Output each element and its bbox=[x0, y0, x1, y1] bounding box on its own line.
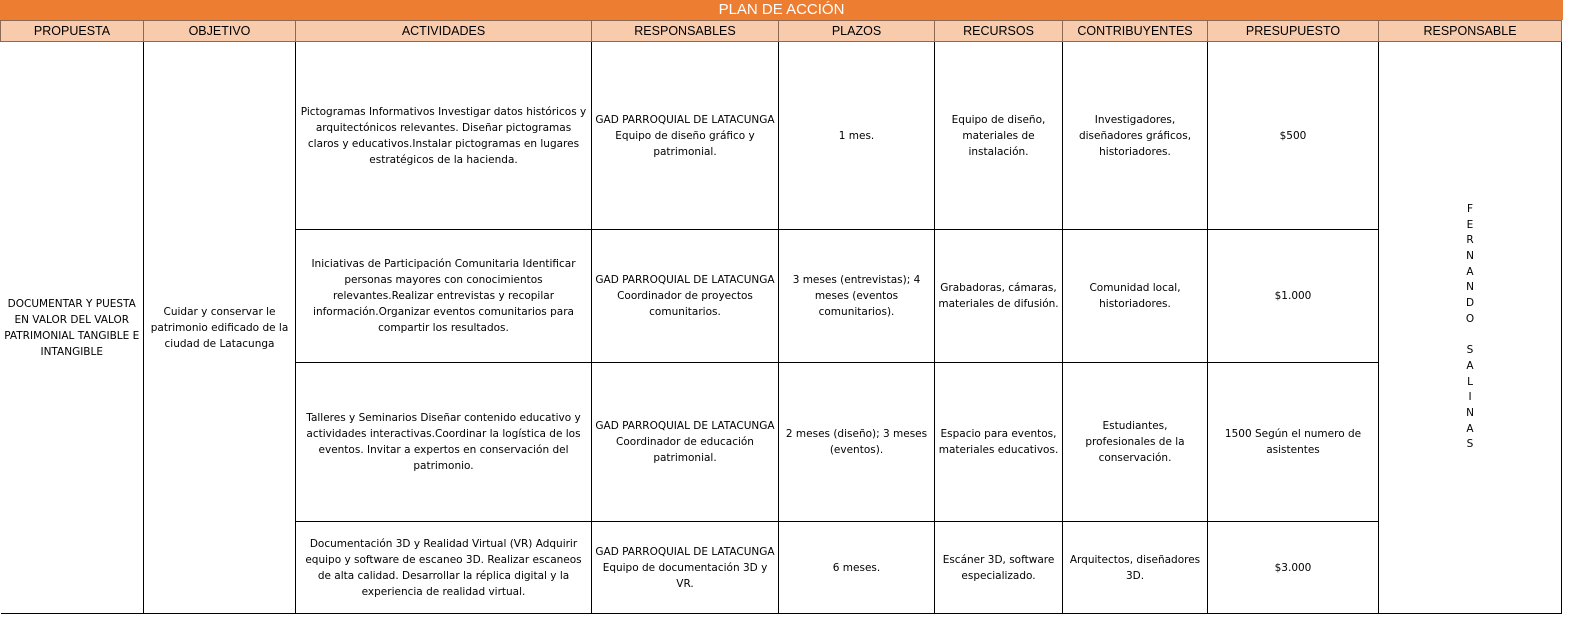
table-row bbox=[1, 42, 1562, 230]
recursos-cell[interactable]: Escáner 3D, software especializado. bbox=[935, 522, 1063, 614]
responsable-letter: F bbox=[1466, 202, 1474, 215]
responsables-cell[interactable]: GAD PARROQUIAL DE LATACUNGA Equipo de documentación 3D y VR. bbox=[592, 522, 779, 614]
responsables-cell[interactable]: GAD PARROQUIAL DE LATACUNGA Coordinador de proyectos comunitarios. bbox=[592, 230, 779, 363]
responsable-vertical-name bbox=[1466, 202, 1474, 453]
contribuyentes-cell[interactable]: Investigadores, diseñadores gráficos, historiadores. bbox=[1063, 42, 1208, 230]
header-plazos[interactable]: PLAZOS bbox=[779, 21, 935, 42]
responsable-letter: A bbox=[1466, 422, 1474, 435]
header-actividades[interactable]: ACTIVIDADES bbox=[296, 21, 592, 42]
presupuesto-cell[interactable]: $1.000 bbox=[1208, 230, 1379, 363]
plazos-cell[interactable]: 2 meses (diseño); 3 meses (eventos). bbox=[779, 363, 935, 522]
responsables-cell[interactable]: GAD PARROQUIAL DE LATACUNGA Equipo de diseño gráfico y patrimonial. bbox=[592, 42, 779, 230]
presupuesto-cell[interactable]: $500 bbox=[1208, 42, 1379, 230]
responsable-letter: I bbox=[1468, 391, 1472, 404]
objetivo-text: Cuidar y conservar le patrimonio edificado de la ciudad de Latacunga bbox=[150, 305, 289, 350]
recursos-cell[interactable]: Grabadoras, cámaras, materiales de difusión. bbox=[935, 230, 1063, 363]
header-propuesta[interactable]: PROPUESTA bbox=[1, 21, 144, 42]
header-responsable[interactable]: RESPONSABLE bbox=[1379, 21, 1562, 42]
plan-title: PLAN DE ACCIÓN bbox=[0, 0, 1563, 20]
header-objetivo[interactable]: OBJETIVO bbox=[144, 21, 296, 42]
responsable-letter: S bbox=[1466, 438, 1474, 451]
presupuesto-cell[interactable]: $3.000 bbox=[1208, 522, 1379, 614]
plazos-cell[interactable]: 1 mes. bbox=[779, 42, 935, 230]
responsable-cell[interactable] bbox=[1379, 42, 1562, 614]
responsable-letter: N bbox=[1466, 249, 1474, 262]
responsable-letter: S bbox=[1466, 344, 1474, 357]
responsable-letter: N bbox=[1466, 281, 1474, 294]
actividades-cell[interactable]: Documentación 3D y Realidad Virtual (VR) Adquirir equipo y software de escaneo 3D. Realizar escaneos de alta calidad. Desarrollar la réplica digital y la experiencia de realidad virtual. bbox=[296, 522, 592, 614]
propuesta-text: DOCUMENTAR Y PUESTA EN VALOR DEL VALOR PATRIMONIAL TANGIBLE E INTANGIBLE bbox=[4, 297, 140, 358]
responsable-letter: E bbox=[1466, 218, 1474, 231]
responsable-letter: R bbox=[1466, 234, 1474, 247]
objetivo-cell[interactable] bbox=[144, 42, 296, 614]
plazos-cell[interactable]: 6 meses. bbox=[779, 522, 935, 614]
header-recursos[interactable]: RECURSOS bbox=[935, 21, 1063, 42]
responsable-letter: A bbox=[1466, 359, 1474, 372]
contribuyentes-cell[interactable]: Comunidad local, historiadores. bbox=[1063, 230, 1208, 363]
contribuyentes-cell[interactable]: Arquitectos, diseñadores 3D. bbox=[1063, 522, 1208, 614]
actividades-cell[interactable]: Iniciativas de Participación Comunitaria Identificar personas mayores con conocimientos relevantes.Realizar entrevistas y recopilar información.Organizar eventos comunitarios para compartir los resultados. bbox=[296, 230, 592, 363]
header-contribuyentes[interactable]: CONTRIBUYENTES bbox=[1063, 21, 1208, 42]
responsable-letter: D bbox=[1465, 297, 1475, 310]
responsable-letter: L bbox=[1467, 375, 1473, 388]
header-row bbox=[1, 21, 1562, 42]
plazos-cell[interactable]: 3 meses (entrevistas); 4 meses (eventos comunitarios). bbox=[779, 230, 935, 363]
action-plan-table bbox=[0, 20, 1562, 614]
propuesta-cell[interactable] bbox=[1, 42, 144, 614]
header-presupuesto[interactable]: PRESUPUESTO bbox=[1208, 21, 1379, 42]
responsables-cell[interactable]: GAD PARROQUIAL DE LATACUNGA Coordinador de educación patrimonial. bbox=[592, 363, 779, 522]
actividades-cell[interactable]: Pictogramas Informativos Investigar datos históricos y arquitectónicos relevantes. Diseñar pictogramas claros y educativos.Instalar pictogramas en lugares estratégicos de la hacienda. bbox=[296, 42, 592, 230]
responsable-letter bbox=[1466, 328, 1474, 344]
recursos-cell[interactable]: Equipo de diseño, materiales de instalación. bbox=[935, 42, 1063, 230]
contribuyentes-cell[interactable]: Estudiantes, profesionales de la conservación. bbox=[1063, 363, 1208, 522]
actividades-cell[interactable]: Talleres y Seminarios Diseñar contenido educativo y actividades interactivas.Coordinar la logística de los eventos. Invitar a expertos en conservación del patrimonio. bbox=[296, 363, 592, 522]
header-responsables[interactable]: RESPONSABLES bbox=[592, 21, 779, 42]
recursos-cell[interactable]: Espacio para eventos, materiales educativos. bbox=[935, 363, 1063, 522]
responsable-letter: N bbox=[1466, 407, 1474, 420]
responsable-letter: O bbox=[1465, 312, 1475, 325]
responsable-letter: A bbox=[1466, 265, 1474, 278]
presupuesto-cell[interactable]: 1500 Según el numero de asistentes bbox=[1208, 363, 1379, 522]
